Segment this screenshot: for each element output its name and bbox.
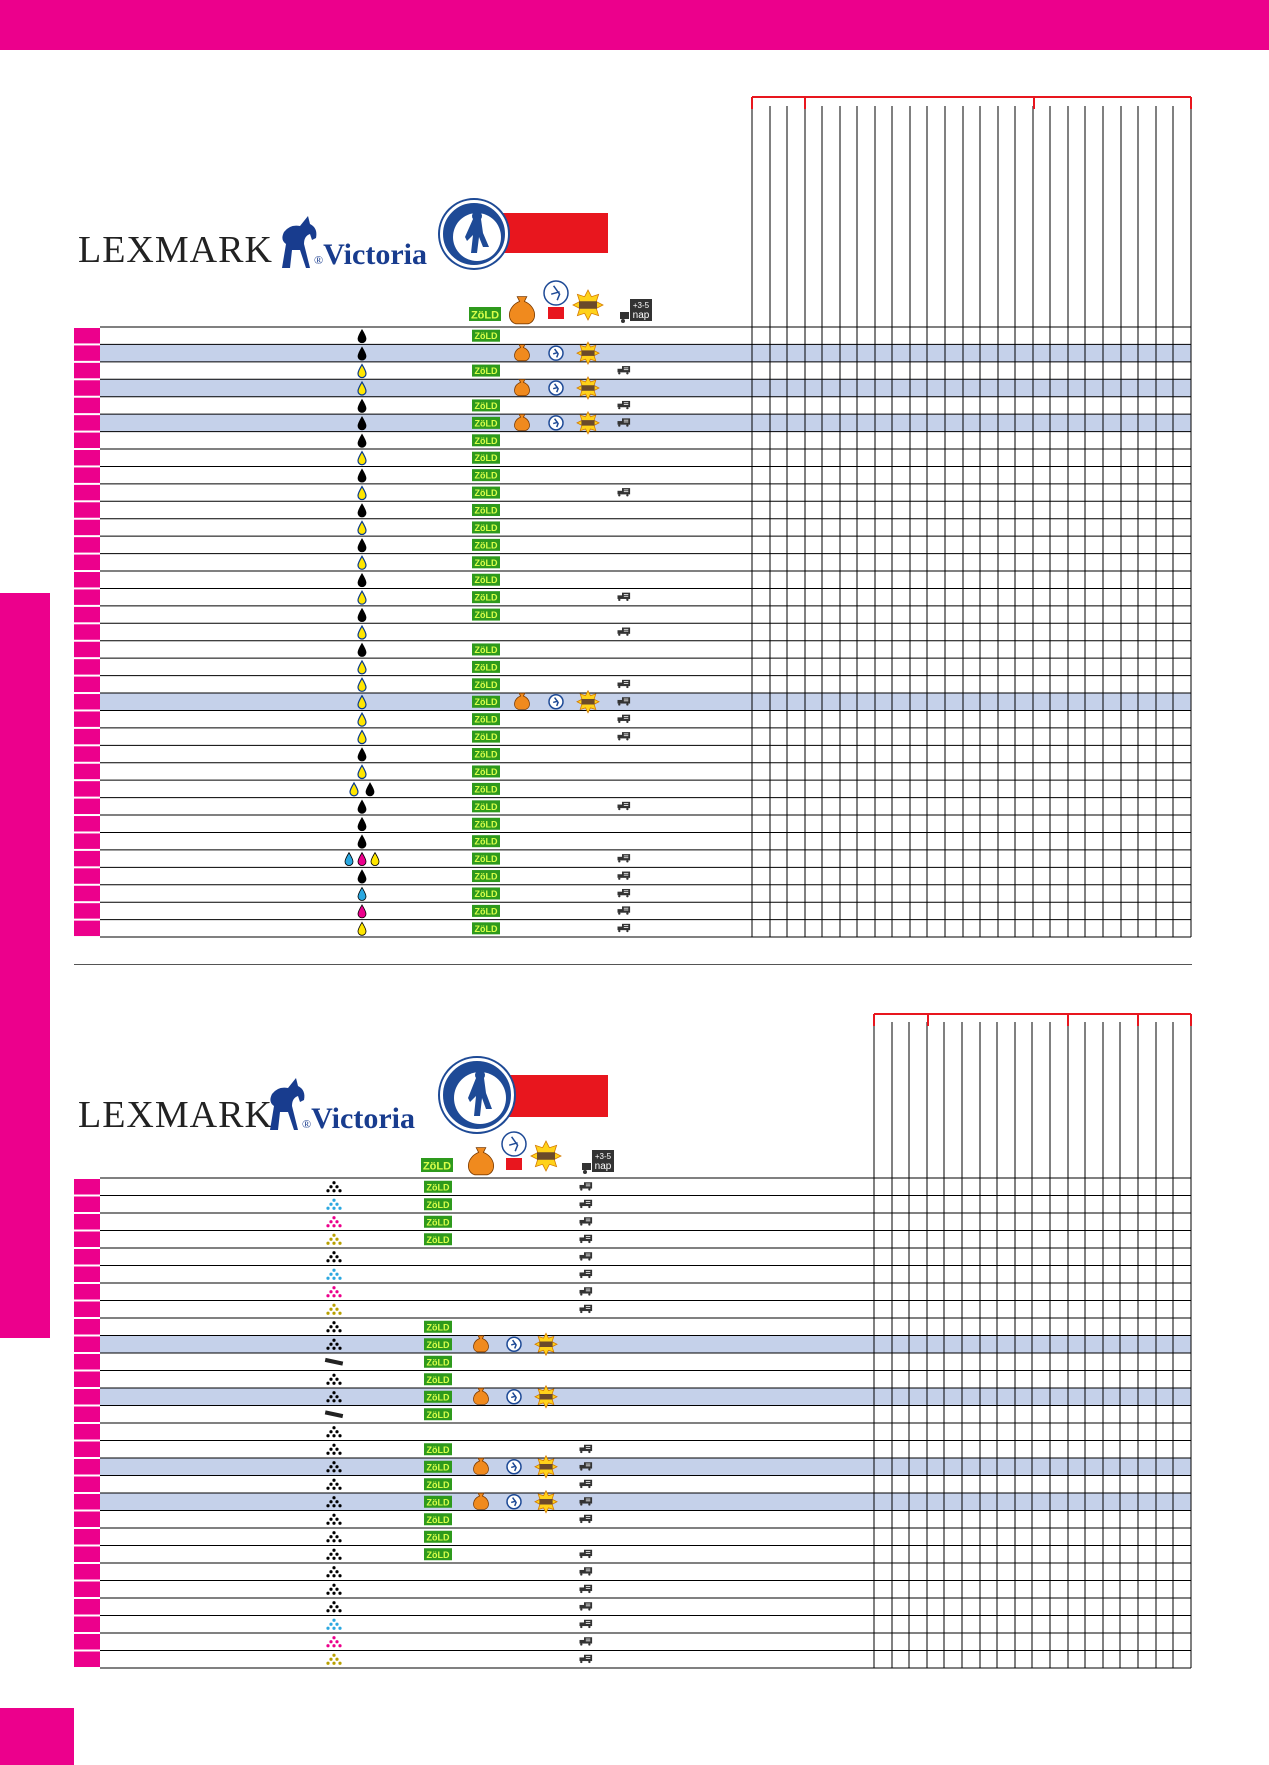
row-marker xyxy=(74,1634,100,1650)
svg-text:ZöLD: ZöLD xyxy=(474,488,498,499)
svg-text:ZöLD: ZöLD xyxy=(474,470,498,481)
row-marker xyxy=(74,1214,100,1230)
delivery-truck-icon xyxy=(580,1305,593,1313)
ribbon-icon xyxy=(325,1358,343,1366)
row-marker xyxy=(74,1249,100,1265)
svg-text:nap: nap xyxy=(594,1161,612,1172)
delivery-truck-icon xyxy=(580,1200,593,1208)
svg-text:ZöLD: ZöLD xyxy=(474,331,498,342)
zold-badge-icon xyxy=(424,1356,452,1368)
svg-text:ZöLD: ZöLD xyxy=(470,309,500,322)
promo-burst-icon xyxy=(531,1141,561,1171)
svg-text:ZöLD: ZöLD xyxy=(474,888,498,899)
toner-dots-icon xyxy=(326,1444,341,1455)
toner-dots-icon xyxy=(326,1374,341,1385)
victoria-kid-icon xyxy=(502,1132,526,1156)
svg-text:ZöLD: ZöLD xyxy=(474,540,498,551)
svg-text:ZöLD: ZöLD xyxy=(474,679,498,690)
row-marker xyxy=(74,1354,100,1370)
toner-dots-icon xyxy=(326,1251,341,1262)
delivery-truck-icon xyxy=(580,1182,593,1190)
svg-text:ZöLD: ZöLD xyxy=(474,801,498,812)
row-marker xyxy=(74,1389,100,1405)
delivery-truck-icon xyxy=(580,1550,593,1558)
svg-text:ZöLD: ZöLD xyxy=(426,1339,450,1350)
lexmark-logo-2: LEXMARK xyxy=(78,1094,273,1136)
svg-text:ZöLD: ZöLD xyxy=(474,819,498,830)
row-marker xyxy=(74,1424,100,1440)
row-marker xyxy=(74,1564,100,1580)
promo-burst-icon xyxy=(535,1333,557,1355)
delivery-truck-icon xyxy=(580,1602,593,1610)
svg-text:ZöLD: ZöLD xyxy=(426,1217,450,1228)
zold-badge-icon xyxy=(424,1461,452,1473)
zold-badge-icon xyxy=(424,1216,452,1228)
row-marker xyxy=(74,1197,100,1213)
promo-burst-icon xyxy=(535,1491,557,1513)
toner-dots-icon xyxy=(326,1286,341,1297)
delivery-truck-icon xyxy=(580,1445,593,1453)
delivery-truck-icon xyxy=(582,1150,614,1174)
svg-text:ZöLD: ZöLD xyxy=(474,784,498,795)
svg-text:ZöLD: ZöLD xyxy=(474,366,498,377)
row-marker xyxy=(74,1442,100,1458)
money-bag-icon xyxy=(468,1148,493,1175)
row-marker xyxy=(74,1232,100,1248)
svg-text:ZöLD: ZöLD xyxy=(474,697,498,708)
zold-badge-icon xyxy=(424,1548,452,1560)
svg-text:ZöLD: ZöLD xyxy=(426,1549,450,1560)
victoria-logo: ®Victoria xyxy=(270,210,430,270)
svg-text:ZöLD: ZöLD xyxy=(422,1160,452,1173)
delivery-truck-icon xyxy=(580,1637,593,1645)
promo-burst-icon xyxy=(535,1386,557,1408)
toner-dots-icon xyxy=(326,1216,341,1227)
row-marker xyxy=(74,1302,100,1318)
victoria-kid-icon xyxy=(507,1337,521,1351)
delivery-truck-icon xyxy=(580,1567,593,1575)
toner-dots-icon xyxy=(326,1514,341,1525)
svg-text:ZöLD: ZöLD xyxy=(474,749,498,760)
delivery-truck-icon xyxy=(580,1620,593,1628)
delivery-truck-icon xyxy=(580,1655,593,1663)
toner-dots-icon xyxy=(326,1304,341,1315)
toner-dots-icon xyxy=(326,1601,341,1612)
svg-text:ZöLD: ZöLD xyxy=(426,1357,450,1368)
delivery-truck-icon xyxy=(580,1235,593,1243)
row-marker xyxy=(74,1599,100,1615)
toner-dots-icon xyxy=(326,1321,341,1332)
row-marker xyxy=(74,1477,100,1493)
zold-badge-icon xyxy=(424,1181,452,1193)
zold-badge-icon xyxy=(424,1478,452,1490)
delivery-truck-icon xyxy=(580,1287,593,1295)
svg-text:ZöLD: ZöLD xyxy=(426,1234,450,1245)
row-marker xyxy=(74,1512,100,1528)
svg-text:ZöLD: ZöLD xyxy=(474,836,498,847)
victoria-kid-icon xyxy=(507,1390,521,1404)
zold-badge-icon xyxy=(424,1531,452,1543)
svg-text:ZöLD: ZöLD xyxy=(474,557,498,568)
ribbon-icon xyxy=(325,1410,343,1418)
toner-dots-icon xyxy=(326,1199,341,1210)
zold-badge-icon xyxy=(424,1443,452,1455)
promo-burst-icon xyxy=(535,1456,557,1478)
svg-text:ZöLD: ZöLD xyxy=(426,1444,450,1455)
svg-text:ZöLD: ZöLD xyxy=(426,1409,450,1420)
toner-dots-icon xyxy=(326,1654,341,1665)
toner-dots-icon xyxy=(326,1584,341,1595)
svg-text:ZöLD: ZöLD xyxy=(426,1462,450,1473)
row-marker xyxy=(74,1529,100,1545)
row-highlight xyxy=(100,1458,1191,1476)
svg-text:ZöLD: ZöLD xyxy=(426,1532,450,1543)
toner-dots-icon xyxy=(326,1619,341,1630)
delivery-truck-icon xyxy=(580,1480,593,1488)
svg-text:nap: nap xyxy=(632,310,650,321)
toner-dots-icon xyxy=(326,1479,341,1490)
victoria-kid-icon xyxy=(507,1460,521,1474)
row-marker xyxy=(74,1459,100,1475)
svg-text:ZöLD: ZöLD xyxy=(474,854,498,865)
svg-text:ZöLD: ZöLD xyxy=(474,592,498,603)
victoria-kid-icon xyxy=(507,1495,521,1509)
svg-text:ZöLD: ZöLD xyxy=(474,522,498,533)
svg-text:ZöLD: ZöLD xyxy=(474,662,498,673)
zold-badge-icon xyxy=(424,1198,452,1210)
delivery-truck-icon xyxy=(580,1270,593,1278)
svg-text:ZöLD: ZöLD xyxy=(474,906,498,917)
zold-badge-icon xyxy=(424,1513,452,1525)
zold-badge-icon xyxy=(424,1373,452,1385)
row-marker xyxy=(74,1617,100,1633)
svg-text:ZöLD: ZöLD xyxy=(474,732,498,743)
toner-dots-icon xyxy=(326,1549,341,1560)
row-marker xyxy=(74,1407,100,1423)
svg-text:ZöLD: ZöLD xyxy=(426,1199,450,1210)
lexmark-logo: LEXMARK xyxy=(78,229,273,271)
row-highlight xyxy=(100,1336,1191,1354)
row-marker xyxy=(74,1179,100,1195)
svg-text:+3-5: +3-5 xyxy=(594,1152,612,1161)
row-marker xyxy=(74,1582,100,1598)
zold-badge-icon xyxy=(424,1321,452,1333)
delivery-truck-icon xyxy=(580,1515,593,1523)
row-marker xyxy=(74,1547,100,1563)
svg-text:ZöLD: ZöLD xyxy=(474,505,498,516)
svg-text:ZöLD: ZöLD xyxy=(426,1514,450,1525)
row-highlight xyxy=(100,1388,1191,1406)
svg-text:ZöLD: ZöLD xyxy=(474,435,498,446)
svg-text:ZöLD: ZöLD xyxy=(474,644,498,655)
zold-badge-icon xyxy=(424,1496,452,1508)
delivery-truck-icon xyxy=(580,1217,593,1225)
delivery-truck-icon xyxy=(580,1585,593,1593)
row-marker xyxy=(74,1372,100,1388)
svg-text:ZöLD: ZöLD xyxy=(426,1497,450,1508)
row-marker xyxy=(74,1652,100,1668)
svg-text:ZöLD: ZöLD xyxy=(426,1374,450,1385)
toner-dots-icon xyxy=(326,1181,341,1192)
svg-text:ZöLD: ZöLD xyxy=(426,1479,450,1490)
svg-text:ZöLD: ZöLD xyxy=(426,1392,450,1403)
toner-dots-icon xyxy=(326,1234,341,1245)
svg-text:ZöLD: ZöLD xyxy=(426,1182,450,1193)
delivery-truck-icon xyxy=(580,1252,593,1260)
row-marker xyxy=(74,1319,100,1335)
toner-dots-icon xyxy=(326,1636,341,1647)
toner-dots-icon xyxy=(326,1531,341,1542)
zold-badge-icon xyxy=(424,1338,452,1350)
victoria-logo-2: ®Victoria xyxy=(258,1072,418,1132)
svg-text:ZöLD: ZöLD xyxy=(474,575,498,586)
svg-text:ZöLD: ZöLD xyxy=(474,714,498,725)
svg-text:ZöLD: ZöLD xyxy=(426,1322,450,1333)
row-marker xyxy=(74,1494,100,1510)
toner-dots-icon xyxy=(326,1269,341,1280)
row-marker xyxy=(74,1284,100,1300)
toner-dots-icon xyxy=(326,1426,341,1437)
svg-text:ZöLD: ZöLD xyxy=(474,610,498,621)
svg-text:ZöLD: ZöLD xyxy=(474,871,498,882)
svg-text:ZöLD: ZöLD xyxy=(474,766,498,777)
toner-dots-icon xyxy=(326,1566,341,1577)
svg-text:ZöLD: ZöLD xyxy=(474,418,498,429)
zold-badge-icon xyxy=(424,1233,452,1245)
svg-text:ZöLD: ZöLD xyxy=(474,400,498,411)
svg-text:ZöLD: ZöLD xyxy=(474,923,498,934)
row-highlight xyxy=(100,1493,1191,1511)
svg-text:+3-5: +3-5 xyxy=(632,301,650,310)
svg-text:ZöLD: ZöLD xyxy=(474,453,498,464)
zold-badge-icon xyxy=(421,1158,453,1173)
red-square xyxy=(506,1158,522,1170)
row-marker xyxy=(74,1267,100,1283)
zold-badge-icon xyxy=(424,1408,452,1420)
zold-badge-icon xyxy=(424,1391,452,1403)
row-marker xyxy=(74,1337,100,1353)
